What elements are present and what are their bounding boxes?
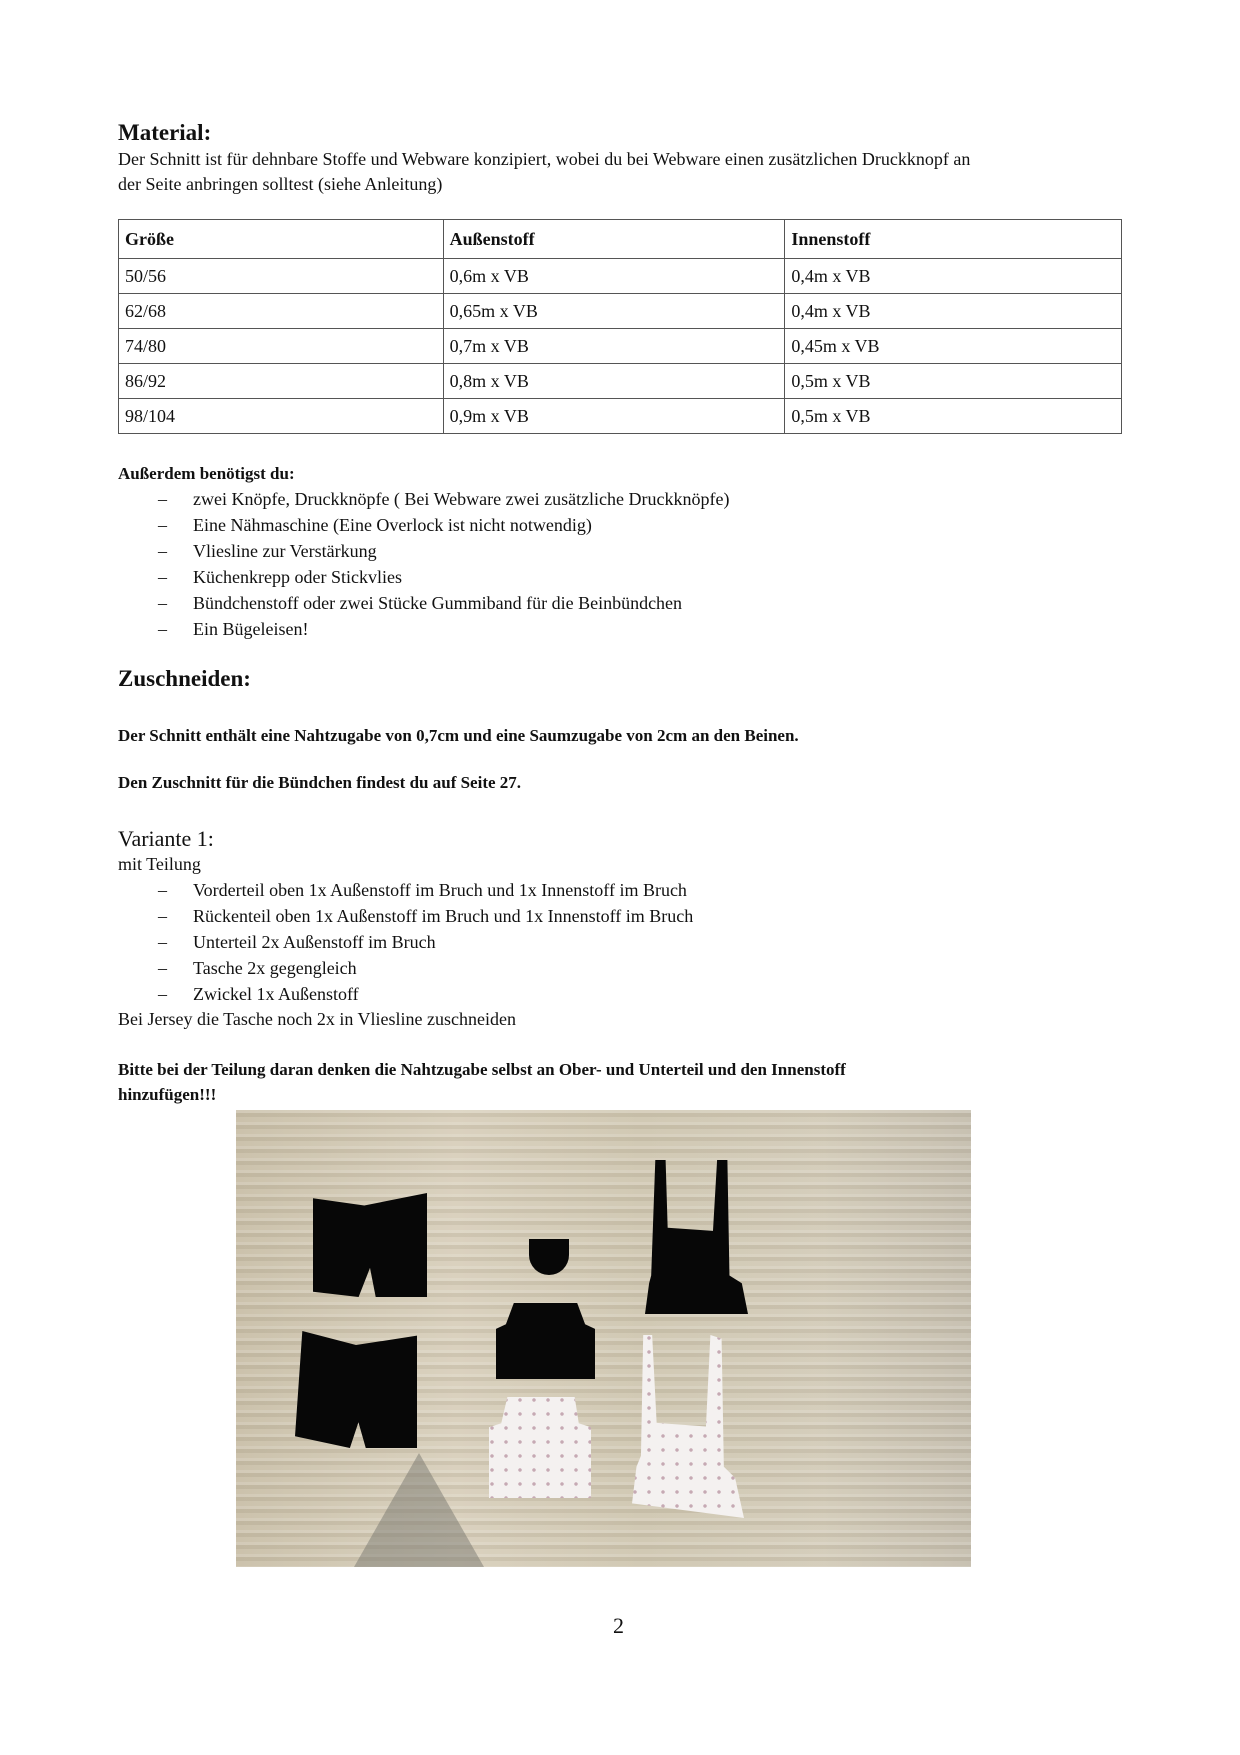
header-outer-fabric: Außenstoff [443,220,785,259]
list-item: – Rückenteil oben 1x Außenstoff im Bruch und 1x Innenstoff im Bruch [158,903,693,929]
material-intro-line2: der Seite anbringen solltest (siehe Anleitung) [118,174,443,194]
page-number: 2 [613,1613,624,1638]
back-top-piece [645,1160,748,1314]
front-top-piece [496,1303,595,1379]
warning-line1: Bitte bei der Teilung daran denken die Nahtzugabe selbst an Ober- und Unterteil und den Innenstoff [118,1060,846,1079]
seam-allowance-note: Der Schnitt enthält eine Nahtzugabe von 0,7cm und eine Saumzugabe von 2cm an den Beinen. [118,726,799,745]
cell-size: 50/56 [119,259,444,294]
shorts-piece [313,1193,427,1297]
dash-bullet-icon: – [158,958,167,978]
list-item: – Küchenkrepp oder Stickvlies [158,564,730,590]
table-row [119,259,1122,294]
cuff-reference-note: Den Zuschnitt für die Bündchen findest du auf Seite 27. [118,773,522,792]
list-item: – Unterteil 2x Außenstoff im Bruch [158,929,693,955]
table-header-row [119,220,1122,259]
cell-inner: 0,4m x VB [785,259,1122,294]
list-item: – Eine Nähmaschine (Eine Overlock ist nicht notwendig) [158,512,730,538]
cell-size: 86/92 [119,364,444,399]
cell-outer: 0,9m x VB [443,399,785,434]
material-table [118,219,1122,434]
cell-size: 74/80 [119,329,444,364]
cutting-heading: Zuschneiden: [118,666,251,691]
table-row [119,364,1122,399]
dash-bullet-icon: – [158,515,167,535]
dash-bullet-icon: – [158,489,167,509]
list-item: – Zwickel 1x Außenstoff [158,981,693,1007]
lining-back-piece [632,1335,744,1518]
cell-outer: 0,8m x VB [443,364,785,399]
fabric-pieces-photo [236,1110,971,1567]
variant-footer-note: Bei Jersey die Tasche noch 2x in Vliesline zuschneiden [118,1009,516,1029]
cell-size: 98/104 [119,399,444,434]
list-item: – Tasche 2x gegengleich [158,955,693,981]
shorts-piece [295,1331,417,1448]
cell-size: 62/68 [119,294,444,329]
table-row [119,329,1122,364]
list-item: – zwei Knöpfe, Druckknöpfe ( Bei Webware zwei zusätzliche Druckknöpfe) [158,486,730,512]
cell-inner: 0,5m x VB [785,399,1122,434]
dash-bullet-icon: – [158,932,167,952]
dash-bullet-icon: – [158,567,167,587]
table-row [119,399,1122,434]
dash-bullet-icon: – [158,541,167,561]
photo-shadow [354,1453,484,1567]
material-intro-line1: Der Schnitt ist für dehnbare Stoffe und Webware konzipiert, wobei du bei Webware einen zusätzlichen Druckknopf an [118,149,971,169]
dash-bullet-icon: – [158,906,167,926]
extras-list [158,486,730,642]
header-size: Größe [119,220,444,259]
pocket-piece [529,1239,569,1275]
extras-label: Außerdem benötigst du: [118,464,295,483]
list-item: – Bündchenstoff oder zwei Stücke Gummiband für die Beinbündchen [158,590,730,616]
dash-bullet-icon: – [158,593,167,613]
list-item: – Ein Bügeleisen! [158,616,730,642]
cell-inner: 0,45m x VB [785,329,1122,364]
cell-outer: 0,6m x VB [443,259,785,294]
material-heading: Material: [118,120,212,145]
cell-outer: 0,65m x VB [443,294,785,329]
list-item: – Vliesline zur Verstärkung [158,538,730,564]
cell-outer: 0,7m x VB [443,329,785,364]
header-inner-fabric: Innenstoff [785,220,1122,259]
variant-title: Variante 1: [118,826,214,851]
variant-pieces-list [158,877,693,1007]
warning-line2: hinzufügen!!! [118,1085,217,1104]
dash-bullet-icon: – [158,880,167,900]
cell-inner: 0,5m x VB [785,364,1122,399]
dash-bullet-icon: – [158,984,167,1004]
variant-subtitle: mit Teilung [118,854,201,874]
lining-front-piece [489,1397,591,1498]
dash-bullet-icon: – [158,619,167,639]
table-row [119,294,1122,329]
cell-inner: 0,4m x VB [785,294,1122,329]
list-item: – Vorderteil oben 1x Außenstoff im Bruch und 1x Innenstoff im Bruch [158,877,693,903]
